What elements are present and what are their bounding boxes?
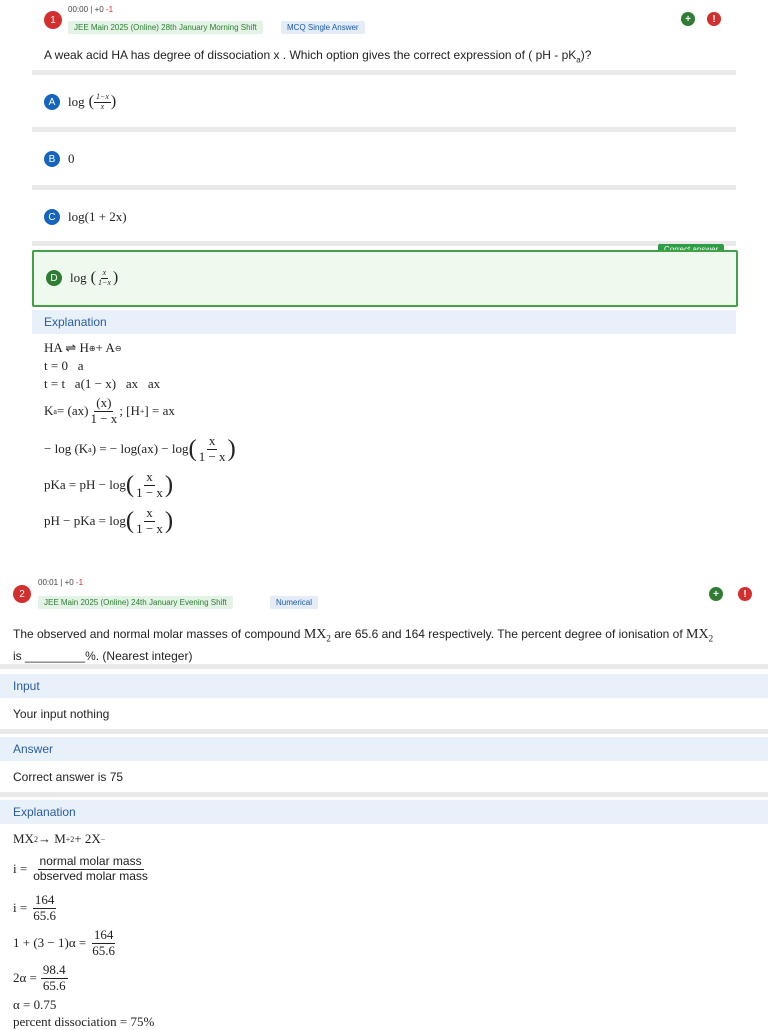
neg-score: -1 — [75, 578, 84, 587]
timer: 00:01 — [38, 578, 59, 587]
option-d-box[interactable] — [32, 250, 738, 307]
explanation-line: K a = (ax) $\frac{(x)}{1 - x}$ ; [H + ] = ax — [44, 395, 175, 426]
explanation-line: − log (K a ) = − log(ax) − log ( $\frac{x}{1 - x}$ ) — [44, 433, 236, 464]
exam-source-tag: JEE Main 2025 (Online) 24th January Evening Shift — [38, 596, 233, 609]
option-letter: A — [44, 94, 60, 110]
divider — [32, 241, 736, 246]
option-letter: B — [44, 151, 60, 167]
report-icon[interactable]: ! — [738, 587, 752, 601]
explanation-line: 2α = $\frac{98.4}{65.6}$ — [13, 962, 66, 993]
explanation-line: pH − pKa = log ( $\frac{x}{1 - x}$ ) — [44, 505, 174, 536]
explanation-line: MX 2 → M +2 + 2X − — [13, 831, 106, 846]
option-a[interactable]: A log ( $\frac{1-x}{x}$ ) — [44, 88, 116, 116]
fraction: $\frac{98.4}{65.6}$ — [42, 962, 66, 993]
explanation-header: Explanation — [32, 310, 736, 334]
explanation-line: α = 0.75 — [13, 997, 57, 1012]
divider — [32, 70, 736, 75]
fraction: $\frac{\text{normal molar mass}}{\text{observed molar mass}}$ — [33, 854, 148, 883]
fraction: $\frac{(x)}{1 - x}$ — [90, 395, 118, 426]
divider — [32, 185, 736, 190]
question-number-badge: 2 — [13, 585, 31, 603]
explanation-line: percent dissociation = 75% — [13, 1014, 155, 1029]
explanation-line: t = t a(1 − x) ax ax — [44, 376, 161, 391]
explanation-line: i = $\frac{\text{normal molar mass}}{\text{observed molar mass}}$ — [13, 854, 148, 883]
question-meta: 00:00 | +0 -1 — [68, 5, 114, 14]
question-number-badge: 1 — [44, 11, 62, 29]
fraction: $\frac{x}{1-x}$ — [97, 267, 111, 287]
exam-source-tag: JEE Main 2025 (Online) 28th January Morning Shift — [68, 21, 263, 34]
explanation-header: Explanation — [0, 800, 768, 824]
question-type-tag: Numerical — [270, 596, 318, 609]
question-type-tag: MCQ Single Answer — [281, 21, 365, 34]
divider — [0, 664, 768, 669]
answer-value: Correct answer is 75 — [13, 770, 124, 784]
add-icon[interactable]: + — [709, 587, 723, 601]
question-meta: 00:01 | +0 -1 — [38, 578, 84, 587]
fraction: $\frac{x}{1 - x}$ — [136, 505, 163, 536]
fraction: $\frac{1-x}{x}$ — [95, 91, 109, 111]
fraction: $\frac{164}{65.6}$ — [33, 892, 56, 923]
input-value: Your input nothing — [13, 707, 110, 721]
explanation-line: 1 + (3 − 1)α = $\frac{164}{65.6}$ — [13, 927, 115, 958]
fraction: $\frac{x}{1 - x}$ — [136, 469, 163, 500]
option-c[interactable]: C log(1 + 2x) — [44, 208, 127, 226]
explanation-line: pKa = pH − log ( $\frac{x}{1 - x}$ ) — [44, 469, 174, 500]
divider — [0, 792, 768, 797]
plus-score: +0 — [64, 578, 74, 587]
fraction: $\frac{164}{65.6}$ — [92, 927, 115, 958]
option-letter: C — [44, 209, 60, 225]
option-b[interactable]: B 0 — [44, 150, 75, 168]
neg-score: -1 — [105, 5, 114, 14]
input-header: Input — [0, 674, 768, 698]
explanation-line: i = $\frac{164}{65.6}$ — [13, 892, 56, 923]
question-text: A weak acid HA has degree of dissociation x . Which option gives the correct expression of ( pH - $pK_a$)? — [44, 48, 592, 65]
answer-header: Answer — [0, 737, 768, 761]
question-text: The observed and normal molar masses of compound $MX_2$ are 65.6 and 164 respectively. The percent degree of ionisation of $MX_2$ is _________%. (Nearest integer) — [13, 627, 714, 664]
fraction: $\frac{x}{1 - x}$ — [198, 433, 226, 464]
plus-score: +0 — [94, 5, 104, 14]
explanation-line: HA ⇌ H ⊕ + A ⊖ — [44, 340, 122, 355]
report-icon[interactable]: ! — [707, 12, 721, 26]
timer: 00:00 — [68, 5, 89, 14]
option-letter: D — [46, 270, 62, 286]
add-icon[interactable]: + — [681, 12, 695, 26]
divider — [32, 127, 736, 132]
option-d[interactable]: D log ( $\frac{x}{1-x}$ ) — [46, 264, 118, 292]
explanation-line: t = 0 a — [44, 358, 84, 373]
divider — [0, 729, 768, 734]
